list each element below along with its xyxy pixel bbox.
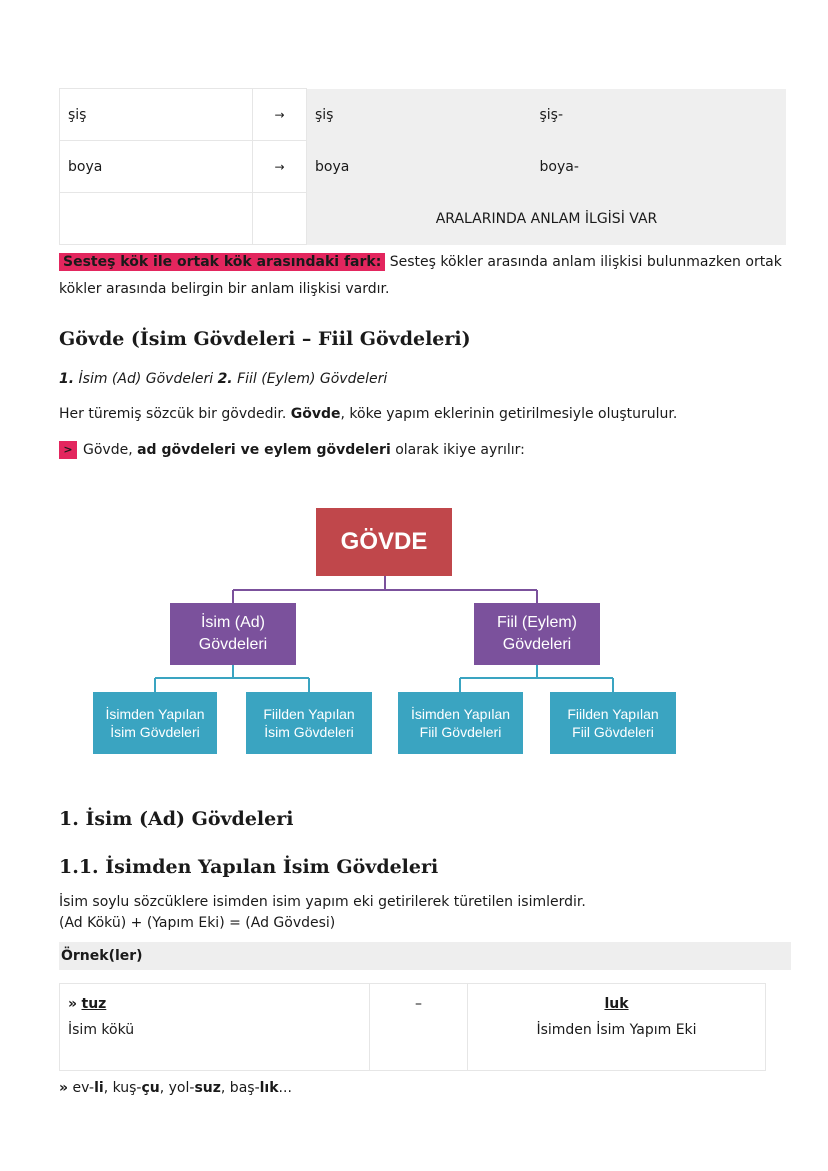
leaf-label: İsim Gövdeleri (264, 724, 354, 740)
empty-cell (253, 193, 307, 245)
difference-text-1: Sesteş kökler arasında anlam ilişkisi bulunmazken ortak (389, 254, 782, 270)
example-dash: – (370, 984, 468, 1071)
more-examples (59, 1075, 292, 1102)
examples-marker: » (59, 1080, 69, 1096)
example-stem-cell (60, 984, 370, 1071)
diagram-leaf-node (398, 692, 523, 754)
node-label: Gövdeleri (502, 636, 572, 653)
root-comparison-table (59, 88, 786, 245)
definition-text: Her türemiş sözcük bir gövdedir. (59, 406, 287, 422)
node-label: Gövdeleri (198, 636, 268, 653)
diagram-leaf-node (93, 692, 217, 754)
example-suffix: luk (604, 996, 629, 1012)
leaf-label: İsim Gövdeleri (110, 724, 200, 740)
diagram-node-isim (170, 603, 296, 665)
ellipsis: ... (278, 1080, 292, 1096)
node-label: İsim (Ad) (200, 614, 265, 631)
verb-form: boya- (532, 141, 787, 193)
definition-text-end: , köke yapım eklerinin getirilmesiyle oluşturulur. (340, 406, 678, 422)
formula-line: (Ad Kökü) + (Yapım Eki) = (Ad Gövdesi) (59, 915, 336, 931)
table-row (60, 141, 787, 193)
noun-form: boya (307, 141, 532, 193)
leaf-label: İsimden Yapılan (410, 706, 511, 722)
example-part: , kuş- (103, 1080, 142, 1096)
diagram-root-node: GÖVDE (316, 508, 452, 576)
leaf-label: Fiilden Yapılan (263, 706, 355, 722)
isim-description (59, 892, 586, 934)
example-suffix-part: çu (141, 1080, 160, 1096)
example-suffix-part: suz (194, 1080, 221, 1096)
noun-form: şiş (307, 89, 532, 141)
example-part: , baş- (220, 1080, 260, 1096)
table-row (60, 89, 787, 141)
example-part: ev- (72, 1080, 95, 1096)
govde-tree-diagram (90, 500, 730, 760)
example-suffix-part: lık (259, 1080, 279, 1096)
diagram-node-fiil (474, 603, 600, 665)
bullet-text: Gövde, (83, 442, 133, 458)
root-word: şiş (60, 89, 253, 141)
root-word: boya (60, 141, 253, 193)
diagram-leaf-node (246, 692, 372, 754)
example-suffix-caption: İsimden İsim Yapım Eki (536, 1022, 697, 1038)
table-row (60, 984, 766, 1071)
example-stem-caption: İsim kökü (68, 1022, 135, 1038)
verb-form: şiş- (532, 89, 787, 141)
section-title-isim: 1. İsim (Ad) Gövdeleri (59, 808, 294, 830)
table-row (60, 193, 787, 245)
example-marker: » (68, 996, 78, 1012)
govde-definition (59, 401, 677, 428)
subtitle-part-1: İsim (Ad) Gövdeleri (78, 371, 214, 387)
arrow-icon: → (253, 141, 307, 193)
leaf-label: Fiilden Yapılan (567, 706, 659, 722)
difference-label: Sesteş kök ile ortak kök arasındaki fark: (59, 253, 385, 271)
description-line: İsim soylu sözcüklere isimden isim yapım eki getirilerek türetilen isimlerdir. (59, 894, 586, 910)
bullet-text-end: olarak ikiye ayrılır: (395, 442, 525, 458)
bullet-marker-icon: > (59, 441, 77, 459)
example-suffix-cell (468, 984, 766, 1071)
leaf-label: İsimden Yapılan (105, 706, 205, 722)
govde-subtitle (59, 366, 387, 393)
relation-note: ARALARINDA ANLAM İLGİSİ VAR (307, 193, 787, 245)
section-subtitle-isim: 1.1. İsimden Yapılan İsim Gövdeleri (59, 856, 439, 878)
govde-bullet (59, 437, 525, 464)
example-suffix-part: li (94, 1080, 104, 1096)
definition-term: Gövde (290, 406, 341, 422)
example-part: , yol- (159, 1080, 195, 1096)
diagram-leaf-node (550, 692, 676, 754)
difference-paragraph (59, 249, 789, 303)
section-title-govde: Gövde (İsim Gövdeleri – Fiil Gövdeleri) (59, 328, 471, 350)
subtitle-number-2: 2. (217, 371, 233, 387)
bullet-bold-text: ad gövdeleri ve eylem gövdeleri (137, 442, 391, 458)
leaf-label: Fiil Gövdeleri (572, 724, 654, 740)
subtitle-number-1: 1. (59, 371, 75, 387)
leaf-label: Fiil Gövdeleri (419, 724, 502, 740)
example-stem: tuz (81, 996, 107, 1012)
arrow-icon: → (253, 89, 307, 141)
node-label: Fiil (Eylem) (497, 614, 577, 631)
difference-text-2: kökler arasında belirgin bir anlam ilişkisi vardır. (59, 281, 390, 297)
examples-header: Örnek(ler) (59, 942, 791, 970)
empty-cell (60, 193, 253, 245)
example-table (59, 983, 766, 1071)
subtitle-part-2: Fiil (Eylem) Gövdeleri (237, 371, 388, 387)
